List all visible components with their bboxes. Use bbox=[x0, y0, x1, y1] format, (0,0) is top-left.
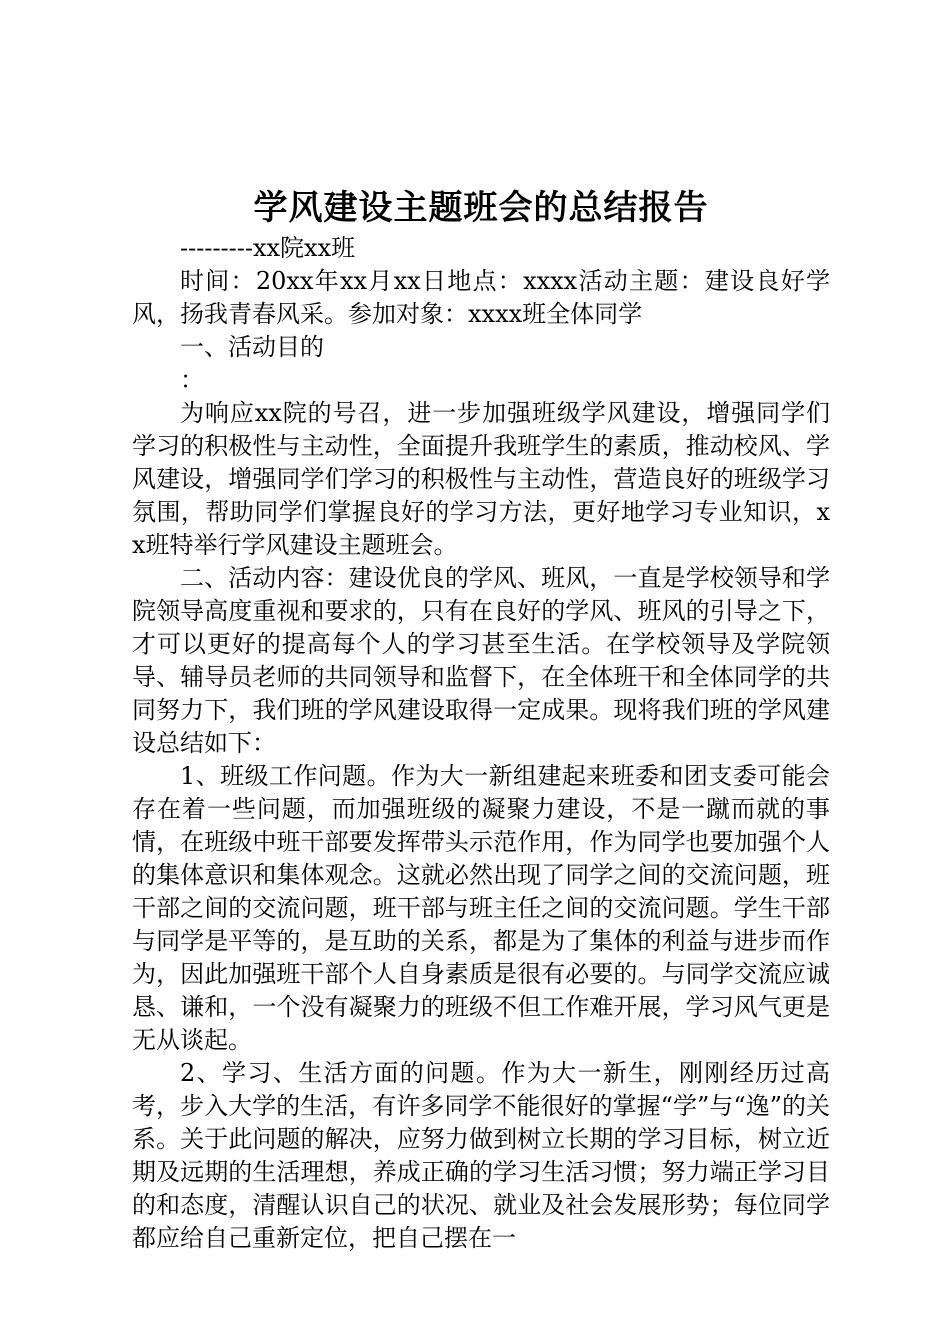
paragraph-event-info: 时间：20xx年xx月xx日地点：xxxx活动主题：建设良好学风，扬我青春风采。参加对象：xxxx班全体同学 bbox=[132, 267, 830, 328]
paragraph-class-work: 1、班级工作问题。作为大一新组建起来班委和团支委可能会存在着一些问题，而加强班级的凝聚力建设，不是一蹴而就的事情，在班级中班干部要发挥带头示范作用，作为同学也要加强个人的集体意识和集体观念。这就必然出现了同学之间的交流问题，班干部之间的交流问题，班干部与班主任之间的交流问题。学生干部与同学是平等的，是互助的关系，都是为了集体的利益与进步而作为，因此加强班干部个人自身素质是很有必要的。与同学交流应诚恳、谦和，一个没有凝聚力的班级不但工作难开展，学习风气更是无从谈起。 bbox=[132, 762, 830, 1054]
paragraph-purpose: 为响应xx院的号召，进一步加强班级学风建设，增强同学们学习的积极性与主动性，全面提升我班学生的素质，推动校风、学风建设，增强同学们学习的积极性与主动性，营造良好的班级学习氛围，帮助同学们掌握良好的学习方法，更好地学习专业知识，xx班特举行学风建设主题班会。 bbox=[132, 399, 830, 559]
document-subtitle: ---------xx院xx班 bbox=[180, 234, 356, 262]
document-body bbox=[132, 182, 830, 1255]
document-title: 学风建设主题班会的总结报告 bbox=[253, 188, 709, 228]
heading-purpose: 一、活动目的 bbox=[180, 333, 324, 361]
paragraph-colon: ： bbox=[180, 366, 204, 394]
paragraph-content: 二、活动内容：建设优良的学风、班风，一直是学校领导和学院领导高度重视和要求的，只有在良好的学风、班风的引导之下，才可以更好的提高每个人的学习甚至生活。在学校领导及学院领导、辅导员老师的共同领导和监督下，在全体班干和全体同学的共同努力下，我们班的学风建设取得一定成果。现将我们班的学风建设总结如下： bbox=[132, 564, 830, 757]
paragraph-study-life: 2、学习、生活方面的问题。作为大一新生，刚刚经历过高考，步入大学的生活，有许多同学不能很好的掌握“学”与“逸”的关系。关于此问题的解决，应努力做到树立长期的学习目标，树立近期及远期的生活理想，养成正确的学习生活习惯；努力端正学习目的和态度，清醒认识自己的状况、就业及社会发展形势；每位同学都应给自己重新定位，把自己摆在一 bbox=[132, 1059, 830, 1252]
